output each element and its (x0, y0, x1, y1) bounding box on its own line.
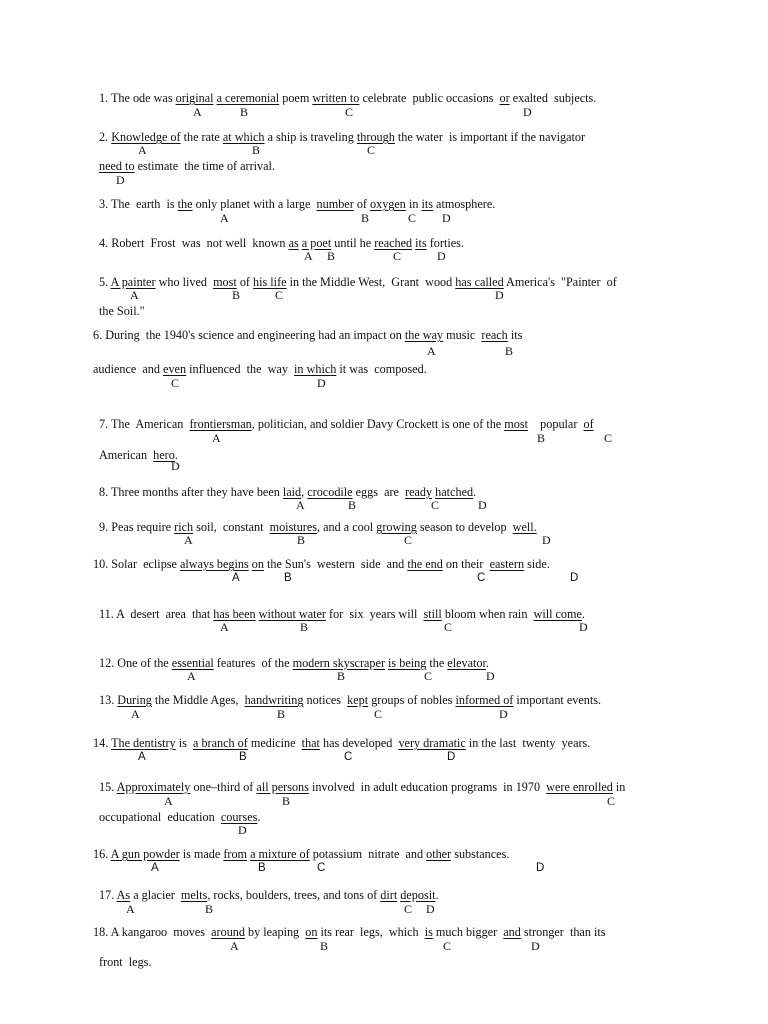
q11-line-1 (99, 607, 585, 621)
underlined-choice: hatched (435, 485, 474, 499)
option-d: D (499, 707, 508, 721)
underlined-choice: without water (258, 607, 326, 621)
q15-line-1 (99, 780, 625, 794)
option-a: A (230, 939, 239, 953)
underlined-choice: modern skyscraper (292, 656, 385, 670)
underlined-choice: original (175, 91, 214, 105)
question-text: . (473, 485, 477, 499)
underlined-choice: his life (253, 275, 287, 289)
option-a: A (212, 431, 221, 445)
option-c: C (374, 707, 383, 721)
underlined-choice: Knowledge of (111, 130, 181, 144)
question-text: of (353, 197, 371, 211)
option-c: C (444, 620, 453, 634)
q7-line-1 (99, 417, 594, 431)
underlined-choice: dirt (380, 888, 398, 902)
question-number: 1. (99, 91, 111, 105)
underlined-choice: a branch of (193, 736, 248, 750)
underlined-choice: deposit (400, 888, 436, 902)
q1-line-1 (99, 91, 596, 105)
underlined-choice: other (426, 847, 452, 861)
question-text: American (99, 448, 154, 462)
q14-line-1 (93, 736, 590, 750)
underlined-choice: number (316, 197, 354, 211)
underlined-choice: around (211, 925, 245, 939)
underlined-choice: the (177, 197, 193, 211)
question-text: music (443, 328, 482, 342)
question-text: notices (303, 693, 348, 707)
underlined-choice: has been (213, 607, 256, 621)
option-a: A (130, 288, 139, 302)
question-text: the (426, 656, 448, 670)
question-number: 11. (99, 607, 117, 621)
option-a: A (220, 211, 229, 225)
question-text: much bigger (432, 925, 504, 939)
question-text: One of the (117, 656, 172, 670)
underlined-choice: a poet (301, 236, 332, 250)
underlined-choice: on (305, 925, 318, 939)
question-text: . (485, 656, 489, 670)
option-d: D (570, 572, 579, 584)
underlined-choice: courses (220, 810, 258, 824)
underlined-choice: always begins (180, 557, 249, 571)
question-number: 6. (93, 328, 106, 342)
option-d: D (171, 459, 180, 473)
option-b: B (240, 105, 249, 119)
question-text: a glacier (130, 888, 181, 902)
underlined-choice: its (415, 236, 427, 250)
q17-line-1 (99, 888, 439, 902)
question-text: one–third of (190, 780, 257, 794)
question-text: the Middle Ages, (151, 693, 245, 707)
question-text: in the last twenty years. (465, 736, 591, 750)
question-text: the water is important if the navigator (394, 130, 586, 144)
underlined-choice: all persons (256, 780, 309, 794)
option-a: A (126, 902, 135, 916)
question-number: 4. (99, 236, 112, 250)
option-b: B (505, 344, 514, 358)
question-text: it was composed. (336, 362, 427, 376)
question-text: The ode was (110, 91, 176, 105)
underlined-choice: will come (533, 607, 582, 621)
option-b: B (297, 533, 306, 547)
option-b: B (348, 498, 357, 512)
option-c: C (367, 143, 376, 157)
question-text: substances. (451, 847, 510, 861)
option-c: C (344, 751, 353, 763)
underlined-choice: very dramatic (398, 736, 466, 750)
option-b: B (320, 939, 329, 953)
underlined-choice: through (356, 130, 395, 144)
q8-line-1 (99, 485, 476, 499)
underlined-choice: of (583, 417, 594, 431)
question-number: 9. (99, 520, 112, 534)
underlined-choice: a ceremonial (216, 91, 280, 105)
underlined-choice: the way (404, 328, 444, 342)
question-text: , politician, and soldier Davy Crockett is one of the (251, 417, 505, 431)
question-number: 16. (93, 847, 111, 861)
underlined-choice: at which (222, 130, 265, 144)
option-d: D (495, 288, 504, 302)
underlined-choice: laid (282, 485, 302, 499)
option-b: B (337, 669, 346, 683)
question-text: season to develop (416, 520, 513, 534)
q6-line-2 (93, 362, 427, 376)
question-text: , (301, 485, 308, 499)
q6-line-1 (93, 328, 522, 342)
underlined-choice: informed of (455, 693, 514, 707)
question-text: its rear legs, which (317, 925, 425, 939)
underlined-choice: most (504, 417, 528, 431)
q12-line-1 (99, 656, 489, 670)
question-text: features of the (213, 656, 293, 670)
option-a: A (131, 707, 140, 721)
underlined-choice: on (251, 557, 264, 571)
underlined-choice: kept (347, 693, 369, 707)
option-d: D (317, 376, 326, 390)
option-c: C (345, 105, 354, 119)
option-c: C (317, 862, 326, 874)
question-text: has developed (319, 736, 399, 750)
underlined-choice: written to (312, 91, 360, 105)
underlined-choice: were enrolled (546, 780, 613, 794)
question-text: . (581, 607, 585, 621)
option-b: B (205, 902, 214, 916)
question-text: involved in adult education programs in 1970 (308, 780, 547, 794)
question-text: potassium nitrate and (309, 847, 427, 861)
question-text: by leaping (244, 925, 306, 939)
underlined-choice: Approximately (116, 780, 191, 794)
question-text: is made (179, 847, 224, 861)
question-text: exalted subjects. (509, 91, 597, 105)
option-d: D (542, 533, 551, 547)
question-text: side. (524, 557, 550, 571)
question-text: for six years will (326, 607, 424, 621)
option-b: B (252, 143, 261, 157)
option-a: A (304, 249, 313, 263)
option-a: A (220, 620, 229, 634)
underlined-choice: melts (180, 888, 208, 902)
q7-line-2 (99, 448, 178, 462)
question-text: who lived (155, 275, 214, 289)
question-number: 8. (99, 485, 111, 499)
option-d: D (437, 249, 446, 263)
q4-line-1 (99, 236, 464, 250)
question-text: , rocks, boulders, trees, and tons of (207, 888, 381, 902)
option-a: A (138, 751, 146, 763)
underlined-choice: and (503, 925, 521, 939)
question-text: Peas require (111, 520, 175, 534)
question-text: medicine (247, 736, 302, 750)
underlined-choice: A gun powder (110, 847, 180, 861)
question-number: 2. (99, 130, 112, 144)
question-text: the Sun's western side and (263, 557, 408, 571)
underlined-choice: handwriting (244, 693, 304, 707)
option-d: D (116, 173, 125, 187)
question-text: celebrate public occasions (359, 91, 500, 105)
option-c: C (477, 572, 486, 584)
option-a: A (427, 344, 436, 358)
underlined-choice: need to (99, 159, 135, 173)
question-text: . (174, 448, 178, 462)
underlined-choice: or (499, 91, 510, 105)
option-b: B (537, 431, 546, 445)
question-text: in (405, 197, 422, 211)
underlined-choice: is being (388, 656, 427, 670)
question-text: The earth is (110, 197, 178, 211)
question-number: 18. (93, 925, 111, 939)
question-text: in (612, 780, 626, 794)
underlined-choice: in which (294, 362, 337, 376)
question-text: The American (110, 417, 190, 431)
question-text: a ship is traveling (264, 130, 357, 144)
question-number: 3. (99, 197, 111, 211)
option-a: A (232, 572, 240, 584)
q2-line-1 (99, 130, 585, 144)
q2-line-2 (99, 159, 275, 173)
option-c: C (275, 288, 284, 302)
question-text: of (236, 275, 254, 289)
option-a: A (296, 498, 305, 512)
question-number: 7. (99, 417, 111, 431)
q5-line-1 (99, 275, 617, 289)
underlined-choice: As (116, 888, 131, 902)
option-c: C (404, 533, 413, 547)
underlined-choice: has called (455, 275, 504, 289)
question-text: is (175, 736, 193, 750)
question-text: until he (331, 236, 375, 250)
question-text: . (257, 810, 261, 824)
question-text: the Soil." (99, 304, 145, 318)
q16-line-1 (93, 847, 509, 861)
question-text: its (507, 328, 523, 342)
question-text: Robert Frost was not well known (111, 236, 289, 250)
underlined-choice: essential (171, 656, 214, 670)
question-number: 10. (93, 557, 112, 571)
option-d: D (442, 211, 451, 225)
option-b: B (284, 572, 292, 584)
q13-line-1 (99, 693, 601, 707)
option-a: A (184, 533, 193, 547)
question-text: only planet with a large (192, 197, 317, 211)
option-c: C (393, 249, 402, 263)
q9-line-1 (99, 520, 537, 534)
question-text: forties. (426, 236, 464, 250)
question-number: 13. (99, 693, 118, 707)
question-number: 17. (99, 888, 117, 902)
question-text: audience and (93, 362, 164, 376)
option-c: C (424, 669, 433, 683)
underlined-choice: The dentistry (111, 736, 176, 750)
option-c: C (404, 902, 413, 916)
q3-line-1 (99, 197, 495, 211)
question-text: front legs. (99, 955, 152, 969)
question-text: Three months after they have been (110, 485, 283, 499)
question-text: groups of nobles (368, 693, 456, 707)
underlined-choice: well. (512, 520, 537, 534)
option-c: C (604, 431, 613, 445)
question-text: eggs are (352, 485, 406, 499)
option-c: C (431, 498, 440, 512)
underlined-choice: rich (174, 520, 194, 534)
q15-line-2 (99, 810, 260, 824)
underlined-choice: its (421, 197, 433, 211)
underlined-choice: reach (481, 328, 508, 342)
option-b: B (327, 249, 336, 263)
underlined-choice: most (213, 275, 237, 289)
option-c: C (607, 794, 616, 808)
underlined-choice: the end (407, 557, 443, 571)
underlined-choice: that (301, 736, 320, 750)
option-b: B (258, 862, 266, 874)
question-text: America's "Painter of (503, 275, 617, 289)
question-text: occupational education (99, 810, 221, 824)
underlined-choice: crocodile (307, 485, 353, 499)
q18-line-2 (99, 955, 151, 969)
question-text: popular (527, 417, 584, 431)
question-text: important events. (513, 693, 602, 707)
question-text: on their (442, 557, 490, 571)
question-text: bloom when rain (441, 607, 534, 621)
question-text: A kangaroo moves (110, 925, 212, 939)
underlined-choice: During (117, 693, 152, 707)
option-a: A (187, 669, 196, 683)
option-d: D (426, 902, 435, 916)
question-text: in the Middle West, Grant wood (286, 275, 456, 289)
option-d: D (536, 862, 545, 874)
underlined-choice: even (163, 362, 187, 376)
question-text: , and a cool (317, 520, 377, 534)
option-c: C (171, 376, 180, 390)
question-text: Solar eclipse (111, 557, 180, 571)
underlined-choice: hero (153, 448, 175, 462)
question-text: During the 1940's science and engineering had an impact on (105, 328, 405, 342)
option-d: D (486, 669, 495, 683)
q10-line-1 (93, 557, 550, 571)
question-text: estimate the time of arrival. (134, 159, 275, 173)
underlined-choice: from (223, 847, 248, 861)
option-a: A (151, 862, 159, 874)
option-d: D (238, 823, 247, 837)
question-number: 12. (99, 656, 118, 670)
question-text: . (435, 888, 439, 902)
question-number: 15. (99, 780, 117, 794)
question-text: A desert area that (116, 607, 214, 621)
underlined-choice: a mixture of (250, 847, 310, 861)
underlined-choice: reached (374, 236, 413, 250)
option-b: B (282, 794, 291, 808)
underlined-choice: growing (376, 520, 417, 534)
option-c: C (408, 211, 417, 225)
question-text: stronger than its (520, 925, 606, 939)
question-text: the rate (180, 130, 223, 144)
option-d: D (523, 105, 532, 119)
question-number: 5. (99, 275, 111, 289)
option-b: B (239, 751, 247, 763)
question-text: poem (279, 91, 313, 105)
option-b: B (361, 211, 370, 225)
underlined-choice: frontiersman (189, 417, 252, 431)
underlined-choice: is (424, 925, 433, 939)
underlined-choice: ready (405, 485, 433, 499)
option-b: B (277, 707, 286, 721)
option-d: D (478, 498, 487, 512)
q5-line-2 (99, 304, 145, 318)
q18-line-1 (93, 925, 606, 939)
question-text: atmosphere. (433, 197, 496, 211)
underlined-choice: as (288, 236, 299, 250)
underlined-choice: elevator (447, 656, 486, 670)
underlined-choice: oxygen (370, 197, 406, 211)
option-c: C (443, 939, 452, 953)
underlined-choice: A painter (110, 275, 156, 289)
question-text: influenced the way (186, 362, 295, 376)
underlined-choice: moistures (269, 520, 318, 534)
option-d: D (579, 620, 588, 634)
option-d: D (447, 751, 456, 763)
option-b: B (232, 288, 241, 302)
question-number: 14. (93, 736, 112, 750)
option-a: A (138, 143, 147, 157)
option-d: D (531, 939, 540, 953)
question-text: soil, constant (193, 520, 270, 534)
option-b: B (300, 620, 309, 634)
option-a: A (164, 794, 173, 808)
option-a: A (193, 105, 202, 119)
underlined-choice: eastern (489, 557, 525, 571)
underlined-choice: still (423, 607, 442, 621)
